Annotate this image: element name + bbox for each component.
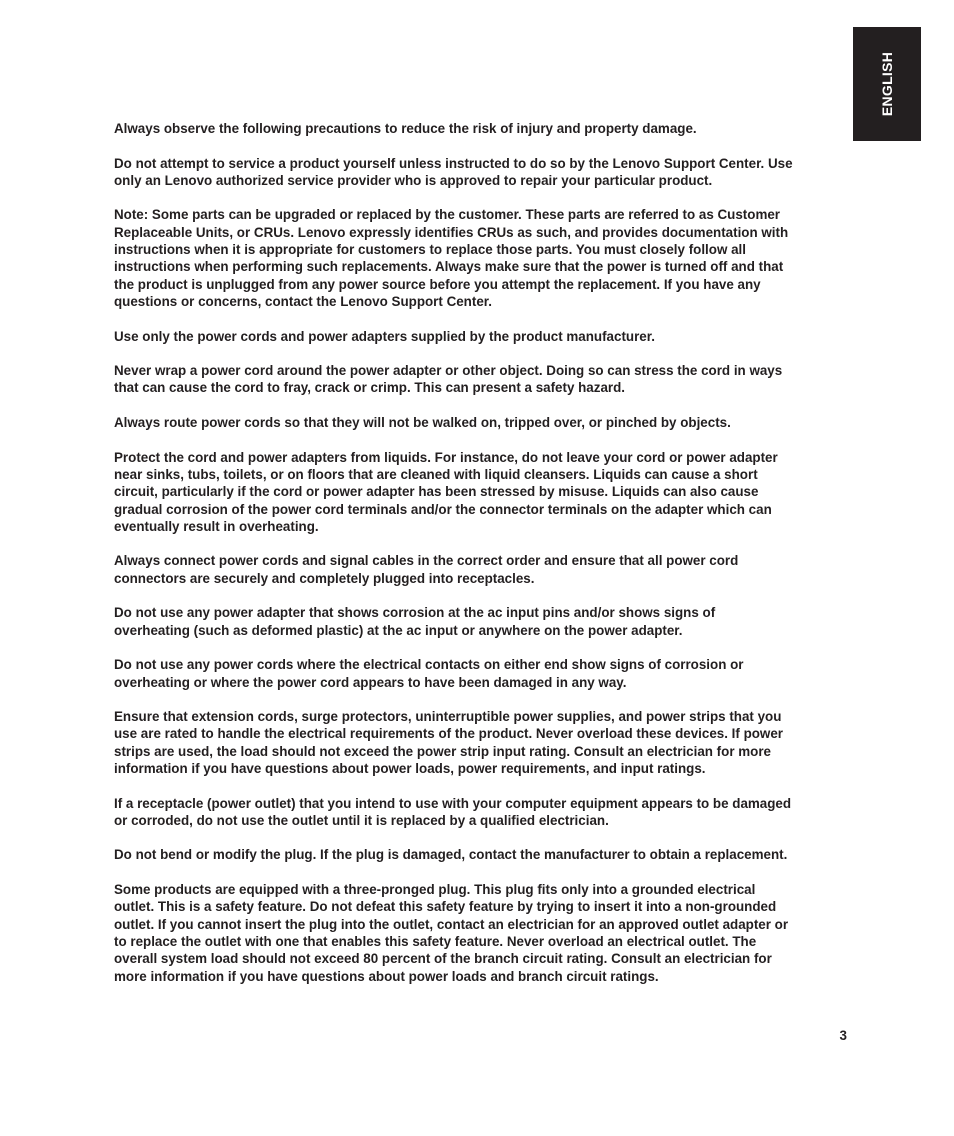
paragraph-adapter-corrosion: Do not use any power adapter that shows corrosion at the ac input pins and/or shows signs of overheating (such as deformed plastic) at the ac input or anywhere on the power adapter. — [114, 605, 716, 638]
paragraph-cru-note: Note: Some parts can be upgraded or replaced by the customer. These parts are referred to as Customer Replaceable Units, or CRUs. Lenovo expressly identifies CRUs as such, and provides documentation with instructions when it is appropriate for customers to replace those parts. You must closely follow all instructions when performing such replacements. Always make sure that the power is turned off and that the product is unplugged from any power source before you attempt the replacement. If you have any questions or concerns, contact the Lenovo Support Center. — [114, 207, 789, 309]
paragraph-damaged-receptacle: If a receptacle (power outlet) that you intend to use with your computer equipment appears to be damaged or corroded, do not use the outlet until it is replaced by a qualified electrician. — [114, 795, 792, 828]
paragraph-extension-cords: Ensure that extension cords, surge protectors, uninterruptible power supplies, and power strips that you use are rated to handle the electrical requirements of the product. Never overload these devices. If power strips are used, the load should not exceed the power strip input rating. Consult an electrician for more information if you have questions about power loads, power requirements, and input ratings. — [114, 709, 783, 776]
page-number: 3 — [839, 1028, 847, 1043]
paragraph-three-pronged-plug: Some products are equipped with a three-pronged plug. This plug fits only into a grounded electrical outlet. This is a safety feature. Do not defeat this safety feature by trying to insert it into a non-grounded outlet. If you cannot insert the plug into the outlet, contact an electrician for an approved outlet adapter or to replace the outlet with one that enables this safety feature. Never overload an electrical outlet. The overall system load should not exceed 80 percent of the branch circuit rating. Consult an electrician for more information if you have questions about power loads and branch circuit ratings. — [114, 882, 789, 984]
paragraph-connection-order: Always connect power cords and signal cables in the correct order and ensure that all power cord connectors are securely and completely plugged into receptacles. — [114, 553, 739, 586]
paragraph-cord-routing: Always route power cords so that they will not be walked on, tripped over, or pinched by objects. — [114, 415, 731, 431]
paragraph-plug-modification: Do not bend or modify the plug. If the plug is damaged, contact the manufacturer to obtain a replacement. — [114, 847, 788, 863]
paragraph-cord-damage: Do not use any power cords where the electrical contacts on either end show signs of corrosion or overheating or where the power cord appears to have been damaged in any way. — [114, 657, 744, 690]
paragraph-cord-wrapping: Never wrap a power cord around the power adapter or other object. Doing so can stress the cord in ways that can cause the cord to fray, crack or crimp. This can present a safety hazard. — [114, 363, 783, 396]
language-tab-label: ENGLISH — [879, 51, 895, 117]
paragraph-general-precautions: Always observe the following precautions to reduce the risk of injury and property damage. — [114, 121, 697, 136]
safety-precautions-body — [114, 120, 854, 1002]
paragraph-supplied-cords: Use only the power cords and power adapters supplied by the product manufacturer. — [114, 328, 655, 344]
paragraph-liquids: Protect the cord and power adapters from liquids. For instance, do not leave your cord or power adapter near sinks, tubs, toilets, or on floors that are cleaned with liquid cleansers. Liquids can cause a short circuit, particularly if the cord or power adapter has been stressed by misuse. Liquids can also cause gradual corrosion of the power cord terminals and/or the connector terminals on the adapter which can eventually result in overheating. — [114, 449, 778, 534]
paragraph-service: Do not attempt to service a product yourself unless instructed to do so by the Lenovo Support Center. Use only an Lenovo authorized service provider who is approved to repair your particular product. — [114, 155, 793, 188]
language-tab — [853, 27, 921, 141]
